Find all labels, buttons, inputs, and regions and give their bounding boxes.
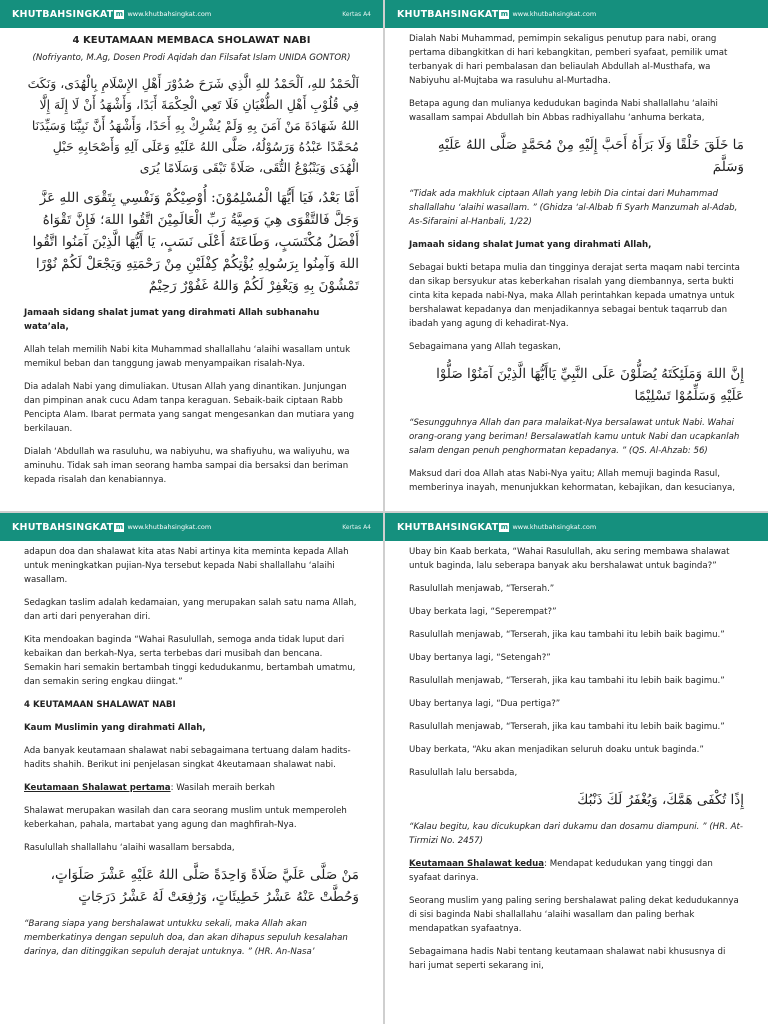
paragraph: Ubay bertanya lagi, “Dua pertiga?” — [409, 699, 561, 709]
translation-quote: “Barang siapa yang bershalawat untukku sekali, maka Allah akan memberkatinya dengan sepuluh doa, dan akan dihapus sepuluh kesalahan darinya, dan ditinggikan sepuluh derajat untuknya. ” (HR. An-Nasa’ — [24, 919, 348, 957]
translation-quote: “Sesungguhnya Allah dan para malaikat-Nya bersalawat untuk Nabi. Wahai orang-orang yang beriman! Bersalawatlah kamu untuk Nabi dan ucapkanlah salam dengan penuh penghormatan kepadanya. ” (QS. Al-Ahzab: 56) — [409, 418, 740, 456]
keutamaan-label: Keutamaan Shalawat pertama — [24, 783, 171, 793]
paragraph: Ubay bin Kaab berkata, “Wahai Rasulullah, aku sering membawa shalawat untuk baginda, lalu seberapa banyak aku bershalawat untuk baginda?” — [409, 547, 730, 571]
logo-mark-icon: m — [500, 9, 509, 18]
paragraph: Betapa agung dan mulianya kedudukan baginda Nabi shallallahu ‘alaihi wasallam sampai Abdullah bin Abbas radhiyallahu ‘anhuma berkata, — [409, 99, 718, 123]
site-logo[interactable]: KHUTBAHSINGKAT — [12, 8, 114, 20]
paragraph: Rasulullah shallallahu ‘alaihi wasallam bersabda, — [24, 843, 235, 853]
paragraph: Ubay berkata lagi, “Seperempat?” — [409, 607, 557, 617]
paragraph: Seorang muslim yang paling sering bershalawat paling dekat kedudukannya di sisi baginda Nabi shallallahu ‘alaihi wasallam dan paling berhak mendapatkan syafaatnya. — [409, 896, 739, 934]
paragraph: Kita mendoakan baginda “Wahai Rasulullah, semoga anda tidak luput dari kebaikan dan berkah-Nya, serta terbebas dari musibah dan bencana. Semakin hari semakin bertambah tinggi kedudukanmu, bertambah umatmu, dan semakin sering engkau diingat.” — [24, 635, 356, 687]
page-header — [385, 513, 768, 541]
site-logo[interactable]: KHUTBAHSINGKAT — [12, 521, 114, 533]
paragraph: Sebagai bukti betapa mulia dan tingginya derajat serta maqam nabi tercinta dan sikap bersyukur atas keberkahan risalah yang diembannya, serta bukti cinta kita kepada nabi-Nya, maka Allah perintahkan kepada umatnya untuk bershalawat kepadanya dan menjadikannya sebagai bentuk taqarrub dan ibadah yang agung di kehadirat-Nya. — [409, 263, 740, 329]
site-url[interactable]: www.khutbahsingkat.com — [127, 523, 212, 531]
page-body — [0, 541, 383, 959]
keutamaan-1 — [24, 781, 359, 795]
paragraph: Dialah Nabi Muhammad, pemimpin sekaligus penutup para nabi, orang pertama dibangkitkan di hari kebangkitan, pemberi syafaat, pemilik umat terbanyak di hari pembalasan dan beliaulah Abdullah al-Musthafa, wa Nabiyuhu al-Mujtaba wa rasuluhu al-Murtadha. — [409, 34, 728, 86]
logo-mark-icon: m — [500, 522, 509, 531]
paragraph: Ada banyak keutamaan shalawat nabi sebagaimana tertuang dalam hadits-hadits shahih. Berikut ini penjelasan singkat 4keutamaan shalawat nabi. — [24, 746, 351, 770]
paragraph: Sebagaimana hadis Nabi tentang keutamaan shalawat nabi khususnya di hari jumat seperti sekarang ini, — [409, 947, 726, 971]
paragraph: Rasulullah menjawab, “Terserah, jika kau tambahi itu lebih baik bagimu.” — [409, 676, 725, 686]
logo-mark-icon: m — [115, 522, 124, 531]
arabic-quote: مَا خَلَقَ خَلْقًا وَلَا بَرَأَهُ أَحَبَّ إِلَيْهِ مِنْ مُحَمَّدٍ صَلَّى اللهُ عَلَيْهِ وَسَلَّمَ — [437, 137, 744, 175]
paper-size-label: Kertas A4 — [342, 523, 371, 531]
paragraph: Sebagaimana yang Allah tegaskan, — [409, 342, 561, 352]
page-4 — [385, 513, 768, 1024]
paragraph: Dialah ‘Abdullah wa rasuluhu, wa nabiyuhu, wa shafiyuhu, wa waliyuhu, wa aminuhu. Tidak sah iman seorang hamba sampai dia bersaksi dan beriman kepada risalah dan kenabiannya. — [24, 447, 350, 485]
keutamaan-2 — [409, 857, 744, 885]
article-title: 4 KEUTAMAAN MEMBACA SHOLAWAT NABI — [72, 35, 311, 46]
paragraph: Shalawat merupakan wasilah dan cara seorang muslim untuk memperoleh keberkahan, pahala, martabat yang agung dan maghfirah-Nya. — [24, 806, 347, 830]
paper-size-label: Kertas A4 — [342, 10, 371, 18]
author-line: (Nofriyanto, M.Ag, Dosen Prodi Aqidah dan Filsafat Islam UNIDA GONTOR) — [32, 53, 351, 63]
keutamaan-text: : Mendapat kedudukan yang tinggi dan syafaat darinya. — [409, 859, 713, 883]
paragraph: Maksud dari doa Allah atas Nabi-Nya yaitu; Allah memuji baginda Rasul, memberinya inayah, menunjukkan kehormatan, kebajikan, dan kesucianya, — [409, 469, 736, 493]
section-heading: Kaum Muslimin yang dirahmati Allah, — [24, 723, 206, 733]
paragraph: Sedagkan taslim adalah kedamaian, yang merupakan salah satu nama Allah, dan arti dari penyerahan diri. — [24, 598, 357, 622]
translation-quote: “Tidak ada makhluk ciptaan Allah yang lebih Dia cintai dari Muhammad shallallahu ‘alaihi wasallam. ” (Ghidza ‘al-Albab fi Syarh Manzumah al-Adab, As-Sifaraini al-Hanbali, 1/22) — [409, 189, 738, 227]
site-logo[interactable]: KHUTBAHSINGKAT — [397, 521, 499, 533]
page-1 — [0, 0, 383, 511]
paragraph: Dia adalah Nabi yang dimuliakan. Utusan Allah yang dinantikan. Junjungan dan pimpinan anak cucu Adam tanpa keraguan. Sebaik-baik ciptaan Rabb Pencipta Alam. Ibarat permata yang sangat mengesankan dan mutiara yang berkilauan. — [24, 382, 355, 434]
paragraph: adapun doa dan shalawat kita atas Nabi artinya kita meminta kepada Allah untuk meningkatkan pujian-Nya tersebut kepada Nabi shallallahu ‘alaihi wasallam. — [24, 547, 349, 585]
translation-quote: “Kalau begitu, kau dicukupkan dari dukamu dan dosamu diampuni. ” (HR. At-Tirmizi No. 2457) — [409, 822, 743, 846]
page-body — [385, 541, 768, 973]
page-header — [0, 513, 383, 541]
section-heading: Jamaah sidang shalat Jumat yang dirahmati Allah, — [409, 240, 652, 250]
paragraph: Allah telah memilih Nabi kita Muhammad shallallahu ‘alaihi wasallam untuk memikul beban dan tanggung jawab menyampaikan risalah-Nya. — [24, 345, 351, 369]
page-body — [385, 28, 768, 495]
site-url[interactable]: www.khutbahsingkat.com — [512, 10, 597, 18]
paragraph: Rasulullah menjawab, “Terserah, jika kau tambahi itu lebih baik bagimu.” — [409, 630, 725, 640]
section-heading: Jamaah sidang shalat jumat yang dirahmati Allah subhanahu wata’ala, — [24, 308, 320, 332]
arabic-wasiat: أَمَّا بَعْدُ، فَيَا أَيُّهَا الْمُسْلِمُوْنَ: أُوْصِيْكُمْ وَنَفْسِي بِتَقْوَى اللهِ عَزَّ وَجَلَّ فَالتَّقْوَى هِيَ وَصِيَّةُ رَبِّ الْعَالَمِيْنَ اتَّقُوا اللهَ؛ فَإِنَّ تَقْوَاهُ أَفْضَلُ مُكْتَسَبٍ، وَطَاعَتَهُ أَعْلَى نَسَبٍ، يَا أَيُّهَا الَّذِيْنَ آمَنُوا اتَّقُوا اللهَ وَآمِنُوا بِرَسُولِهِ يُؤْتِكُمْ كِفْلَيْنِ مِنْ رَحْمَتِهِ وَيَجْعَلْ لَكُمْ نُوْرًا تَمْشُوْنَ بِهِ وَيَغْفِرْ لَكُمْ وَاللهُ غَفُوْرٌ رَحِيْمٌ — [32, 190, 359, 294]
arabic-hadith: مَنْ صَلَّى عَلَيَّ صَلَاةً وَاحِدَةً صَلَّى اللهُ عَلَيْهِ عَشْرَ صَلَوَاتٍ، وَحُطَّتْ عَنْهُ عَشْرُ خَطِيئَاتٍ، وَرُفِعَتْ لَهُ عَشْرُ دَرَجَاتٍ — [50, 867, 359, 905]
arabic-opening: اَلْحَمْدُ للهِ، اَلْحَمْدُ للهِ الَّذِي شَرَحَ صُدُوْرَ أَهْلِ الإِسْلَامِ بِالْهُدَى، وَنَكَتَ فِي قُلُوْبِ أَهْلِ الطُّغْيَانِ فَلَا تَعِي الْحِكْمَةَ أَبَدًا، وَأَشْهَدُ أَنْ لَا إِلَهَ إِلَّا اللهُ شَهَادَةَ مَنْ آمَنَ بِهِ وَلَمْ يُشْرِكْ بِهِ أَحَدًا، وَأَشْهَدُ أَنَّ نَبِيَّنَا وَسَيِّدَنَا مُحَمَّدًا عَبْدُهُ وَرَسُوْلُهُ، صَلَّى اللهُ عَلَيْهِ وَعَلَى آلِهِ وَأَصْحَابِهِ حَبْلِ الْهُدَى وَيَنْبُوْعُ التُّقَى، صَلَاةً تَبْقَى وَسَلَامًا يُرَى — [27, 76, 359, 175]
keutamaan-label: Keutamaan Shalawat kedua — [409, 859, 545, 869]
site-url[interactable]: www.khutbahsingkat.com — [127, 10, 212, 18]
keutamaan-text: : Wasilah meraih berkah — [170, 783, 275, 793]
page-header — [385, 0, 768, 28]
section-heading: 4 KEUTAMAAN SHALAWAT NABI — [24, 700, 176, 710]
page-body — [0, 28, 383, 487]
paragraph: Rasulullah lalu bersabda, — [409, 768, 518, 778]
site-logo[interactable]: KHUTBAHSINGKAT — [397, 8, 499, 20]
page-3 — [0, 513, 383, 1024]
page-header — [0, 0, 383, 28]
logo-mark-icon: m — [115, 9, 124, 18]
arabic-verse: إِنَّ اللهَ وَمَلَئِكَتَهُ يُصَلُّوْنَ عَلَى النَّبِيِّ يَاأَيُّهَا الَّذِيْنَ آمَنُوْا صَلُّوْا عَلَيْهِ وَسَلِّمُوْا تَسْلِيْمًا — [436, 366, 744, 404]
site-url[interactable]: www.khutbahsingkat.com — [512, 523, 597, 531]
paragraph: Ubay bertanya lagi, “Setengah?” — [409, 653, 551, 663]
page-2 — [385, 0, 768, 511]
paragraph: Ubay berkata, “Aku akan menjadikan seluruh doaku untuk baginda.” — [409, 745, 704, 755]
arabic-hadith: إِذًا تُكْفَى هَمَّكَ، وَيُغْفَرُ لَكَ ذَنْبُكَ — [577, 792, 744, 808]
paragraph: Rasulullah menjawab, “Terserah.” — [409, 584, 555, 594]
paragraph: Rasulullah menjawab, “Terserah, jika kau tambahi itu lebih baik bagimu.” — [409, 722, 725, 732]
